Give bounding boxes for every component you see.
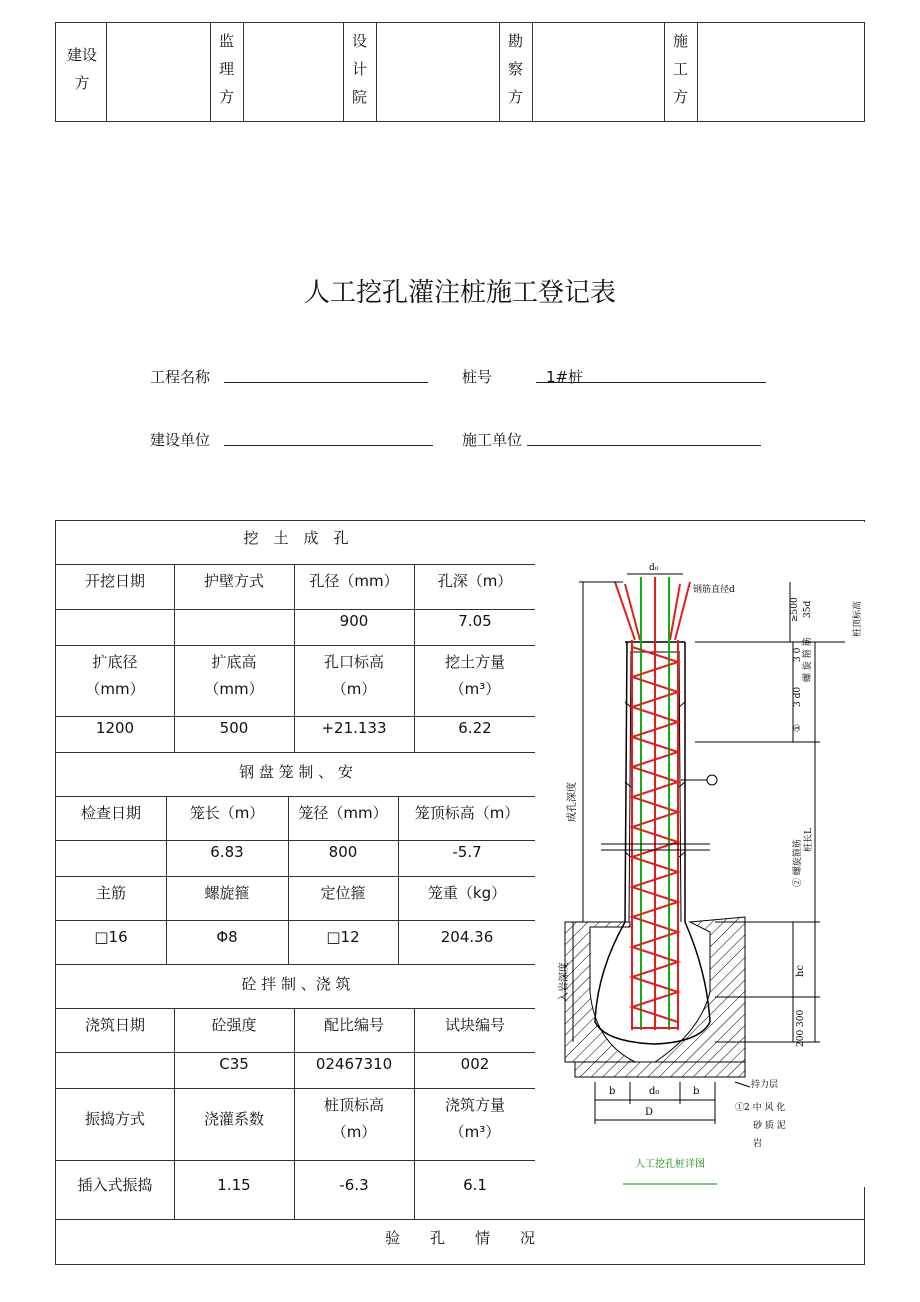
label-rock-depth: 入岩深度	[559, 962, 570, 1002]
header-vibration: 振捣方式	[84, 1110, 145, 1128]
header-mix-number: 配比编号	[323, 1016, 384, 1034]
label-rebar-note: 钢筋直径d	[693, 585, 735, 595]
sig-label-contractor: 施工方	[665, 23, 698, 121]
cell-bell-height[interactable]: 500	[219, 719, 249, 737]
cell-earth-volume[interactable]: 6.22	[458, 719, 492, 737]
base-hatch	[575, 1062, 745, 1077]
signature-table	[55, 22, 865, 122]
cell-locating-stirrup[interactable]: □12	[326, 928, 360, 946]
label-stirrup-b: 螺 旋 箍 筋	[803, 637, 813, 682]
header-cage-weight: 笼重（kg）	[427, 884, 507, 902]
cell-mouth-elevation[interactable]: +21.133	[321, 719, 387, 737]
label-200-300: 200 300	[796, 1009, 806, 1047]
concrete-title: 砼 拌 制 、浇 筑	[241, 975, 351, 993]
header-pile-top-elevation: 桩顶标高 （m）	[323, 1096, 384, 1141]
pile-no-field[interactable]	[536, 382, 766, 383]
label-d0-bottom: d₀	[649, 1086, 660, 1097]
pile-no-value: 1#桩	[546, 368, 584, 386]
label-circle1: ①	[793, 723, 803, 732]
sig-label-owner: 建设方	[56, 23, 107, 121]
header-cage-top: 笼顶标高（m）	[414, 804, 520, 822]
header-spiral-stirrup: 螺旋箍	[204, 884, 250, 902]
label-bearing: 持力层	[751, 1080, 779, 1090]
header-pour-volume: 浇筑方量 （m³）	[444, 1096, 505, 1141]
inspection-title: 验 孔 情 况	[384, 1229, 535, 1247]
cell-cage-weight[interactable]: 204.36	[440, 928, 494, 946]
cell-pile-top-elevation[interactable]: -6.3	[339, 1176, 369, 1194]
label-stirrup-a: 3 d0	[793, 686, 803, 707]
cell-hole-depth[interactable]: 7.05	[458, 612, 492, 630]
label-rock-note-3: 岩	[753, 1139, 763, 1149]
cell-spiral-stirrup[interactable]: Φ8	[216, 928, 238, 946]
header-check-date: 检查日期	[80, 804, 141, 822]
header-main-bar: 主筋	[95, 884, 126, 902]
header-locating-stirrup: 定位箍	[320, 884, 366, 902]
cell-cage-top[interactable]: -5.7	[452, 843, 482, 861]
header-hole-diameter: 孔径（mm）	[309, 572, 399, 590]
project-name-field[interactable]	[224, 382, 428, 383]
label-pile-length: 桩长L	[804, 828, 814, 852]
sig-value-supervisor[interactable]	[244, 23, 344, 121]
drawing-caption: 人工挖孔桩详图	[635, 1159, 705, 1170]
pile-detail-drawing	[535, 522, 865, 1187]
cell-pour-volume[interactable]: 6.1	[463, 1176, 487, 1194]
header-pour-date: 浇筑日期	[84, 1016, 145, 1034]
cell-concrete-strength[interactable]: C35	[219, 1055, 249, 1073]
cell-vibration[interactable]: 插入式振捣	[77, 1176, 153, 1194]
header-sample-number: 试块编号	[444, 1016, 505, 1034]
sig-label-design: 设计院	[344, 23, 377, 121]
excavation-title: 挖 土 成 孔	[243, 529, 349, 547]
contractor-label: 施工单位	[462, 431, 523, 449]
label-D: D	[645, 1107, 654, 1118]
contractor-field[interactable]	[527, 445, 761, 446]
label-b-left: b	[609, 1086, 616, 1097]
label-rock-note-1: ①2 中 风 化	[735, 1103, 786, 1113]
label-pile-top: 桩顶标高	[853, 600, 863, 637]
label-stirrup2: ② 螺旋箍筋	[793, 839, 803, 887]
cell-hole-diameter[interactable]: 900	[339, 612, 369, 630]
sig-value-contractor[interactable]	[698, 23, 864, 121]
sig-label-supervisor: 监理方	[211, 23, 244, 121]
label-top-35d: 35d	[803, 600, 813, 618]
sig-value-survey[interactable]	[533, 23, 665, 121]
header-bell-diameter: 扩底径 （mm）	[85, 653, 145, 698]
sig-value-owner[interactable]	[107, 23, 211, 121]
cell-main-bar[interactable]: □16	[94, 928, 128, 946]
header-earth-volume: 挖土方量 （m³）	[444, 653, 505, 698]
label-d0: d₀	[649, 563, 659, 573]
owner-label: 建设单位	[150, 431, 211, 449]
project-name-label: 工程名称	[150, 368, 211, 386]
header-wall-method: 护壁方式	[203, 572, 264, 590]
cell-cage-diameter[interactable]: 800	[328, 843, 358, 861]
header-concrete-strength: 砼强度	[211, 1016, 257, 1034]
header-cage-diameter: 笼径（mm）	[298, 804, 388, 822]
label-hole-depth: 成孔深度	[567, 782, 578, 822]
cell-bell-diameter[interactable]: 1200	[95, 719, 135, 737]
label-hc: hc	[795, 964, 806, 977]
header-mouth-elevation: 孔口标高 （m）	[323, 653, 384, 698]
label-top-30: 3 0	[793, 647, 803, 662]
header-cage-length: 笼长（m）	[189, 804, 265, 822]
sig-value-design[interactable]	[377, 23, 500, 121]
pile-no-label: 桩号	[462, 368, 493, 386]
cell-sample-number[interactable]: 002	[460, 1055, 490, 1073]
page-title: 人工挖孔灌注桩施工登记表	[303, 278, 616, 308]
cell-mix-number[interactable]: 02467310	[315, 1055, 393, 1073]
header-dig-date: 开挖日期	[84, 572, 145, 590]
label-top-500: ≥500	[790, 597, 800, 622]
cell-cage-length[interactable]: 6.83	[210, 843, 244, 861]
sig-label-survey: 勘察方	[500, 23, 533, 121]
header-bell-height: 扩底高 （mm）	[204, 653, 264, 698]
cell-fill-factor[interactable]: 1.15	[217, 1176, 251, 1194]
cage-title: 钢 盘 笼 制 、 安	[239, 763, 353, 781]
header-fill-factor: 浇灌系数	[203, 1110, 264, 1128]
label-rock-note-2: 砂 质 泥	[753, 1121, 786, 1131]
cage-flare	[615, 582, 690, 640]
section-mark-1	[707, 775, 717, 785]
owner-field[interactable]	[224, 445, 433, 446]
header-hole-depth: 孔深（m）	[437, 572, 513, 590]
label-b-right: b	[693, 1086, 700, 1097]
